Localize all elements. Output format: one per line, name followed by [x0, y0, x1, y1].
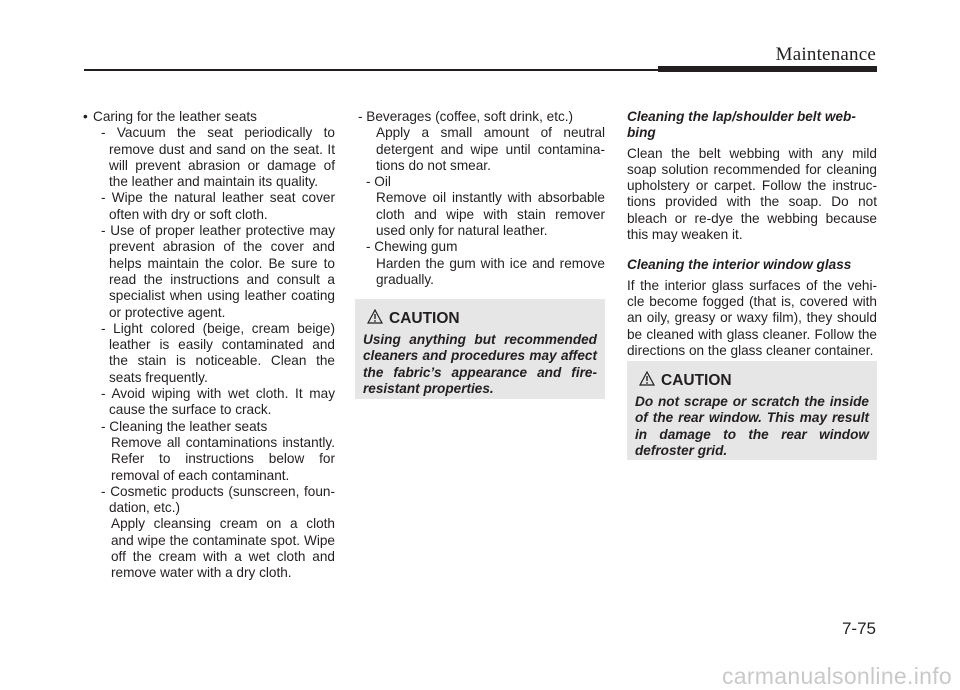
list-item: - Light colored (beige, cream beige) leather is easily contaminated and the stain is noticeable. Clean the seats frequently. [101, 320, 335, 385]
list-item: - Vacuum the seat periodically to remove dust and sand on the seat. It will prevent abrasion or damage of the leather and maintain its quality. [101, 125, 335, 190]
belt-heading: Cleaning the lap/shoulder belt web-bing [627, 109, 856, 141]
cleaning-leather-body: Remove all contaminations instantly. Refer to instructions below for removal of each contaminant. [111, 434, 335, 483]
belt-text: Clean the belt webbing with any mild soap solution recommended for cleaning upholstery or carpet. Follow the instruc-tions provided with the soap. Do not bleach or re-dye the webbing because this may weaken it. [627, 145, 877, 243]
warning-triangle-icon [367, 309, 389, 329]
glass-text: If the interior glass surfaces of the vehi-cle become fogged (that is, covered with an oily, greasy or waxy film), they should be cleaned with glass cleaner. Follow the directions on the glass cleaner container. [627, 277, 877, 358]
column-middle [356, 109, 605, 288]
caution-text: Do not scrape or scratch the inside of the rear window. This may result in damage to the rear window defroster grid. [635, 394, 869, 458]
beverages-body: Apply a small amount of neutral detergent and wipe until contamina-tions do not smear. [376, 125, 605, 173]
column-right [627, 109, 877, 359]
section-title: Maintenance [775, 44, 876, 65]
beverages-head: - Beverages (coffee, soft drink, etc.) [358, 109, 574, 124]
caution-box-fabric [355, 299, 605, 399]
list-item: - Use of proper leather protective may prevent abrasion of the cover and helps maintain the color. Be sure to read the instructions and consult a specialist when using leather coating or protective agent. [101, 223, 335, 320]
caution-text: Using anything but recommended cleaners and procedures may affect the fabric’s appearance and fire-resistant properties. [363, 332, 597, 396]
list-item: - Wipe the natural leather seat cover often with dry or soft cloth. [101, 190, 335, 222]
glass-heading: Cleaning the interior window glass [627, 257, 852, 273]
oil-head: - Oil [366, 174, 391, 190]
cosmetic-body: Apply cleansing cream on a cloth and wipe the contaminate spot. Wipe off the cream with a wet cloth and remove water with a dry cloth. [111, 516, 335, 581]
gum-body: Harden the gum with ice and remove gradually. [376, 255, 605, 287]
header-rule-thin [84, 69, 660, 71]
warning-triangle-icon [639, 371, 661, 391]
cleaning-leather-head: - Cleaning the leather seats [101, 418, 268, 434]
caution-title: CAUTION [389, 310, 460, 327]
caution-title: CAUTION [661, 372, 732, 389]
gum-head: - Chewing gum [366, 239, 458, 255]
list-item: - Avoid wiping with wet cloth. It may cause the surface to crack. [101, 386, 335, 418]
bullet-leather-seats: • Caring for the leather seats [83, 109, 335, 125]
watermark: carmanualsonline.info [721, 663, 952, 689]
page-number: 7-75 [841, 619, 876, 638]
oil-body: Remove oil instantly with absorbable cloth and wipe with stain remover used only for natural leather. [376, 190, 605, 239]
column-left [83, 109, 335, 582]
caution-box-window [627, 361, 877, 460]
header-rule-thick [658, 66, 877, 72]
cosmetic-head: - Cosmetic products (sunscreen, foun-dation, etc.) [101, 483, 335, 516]
